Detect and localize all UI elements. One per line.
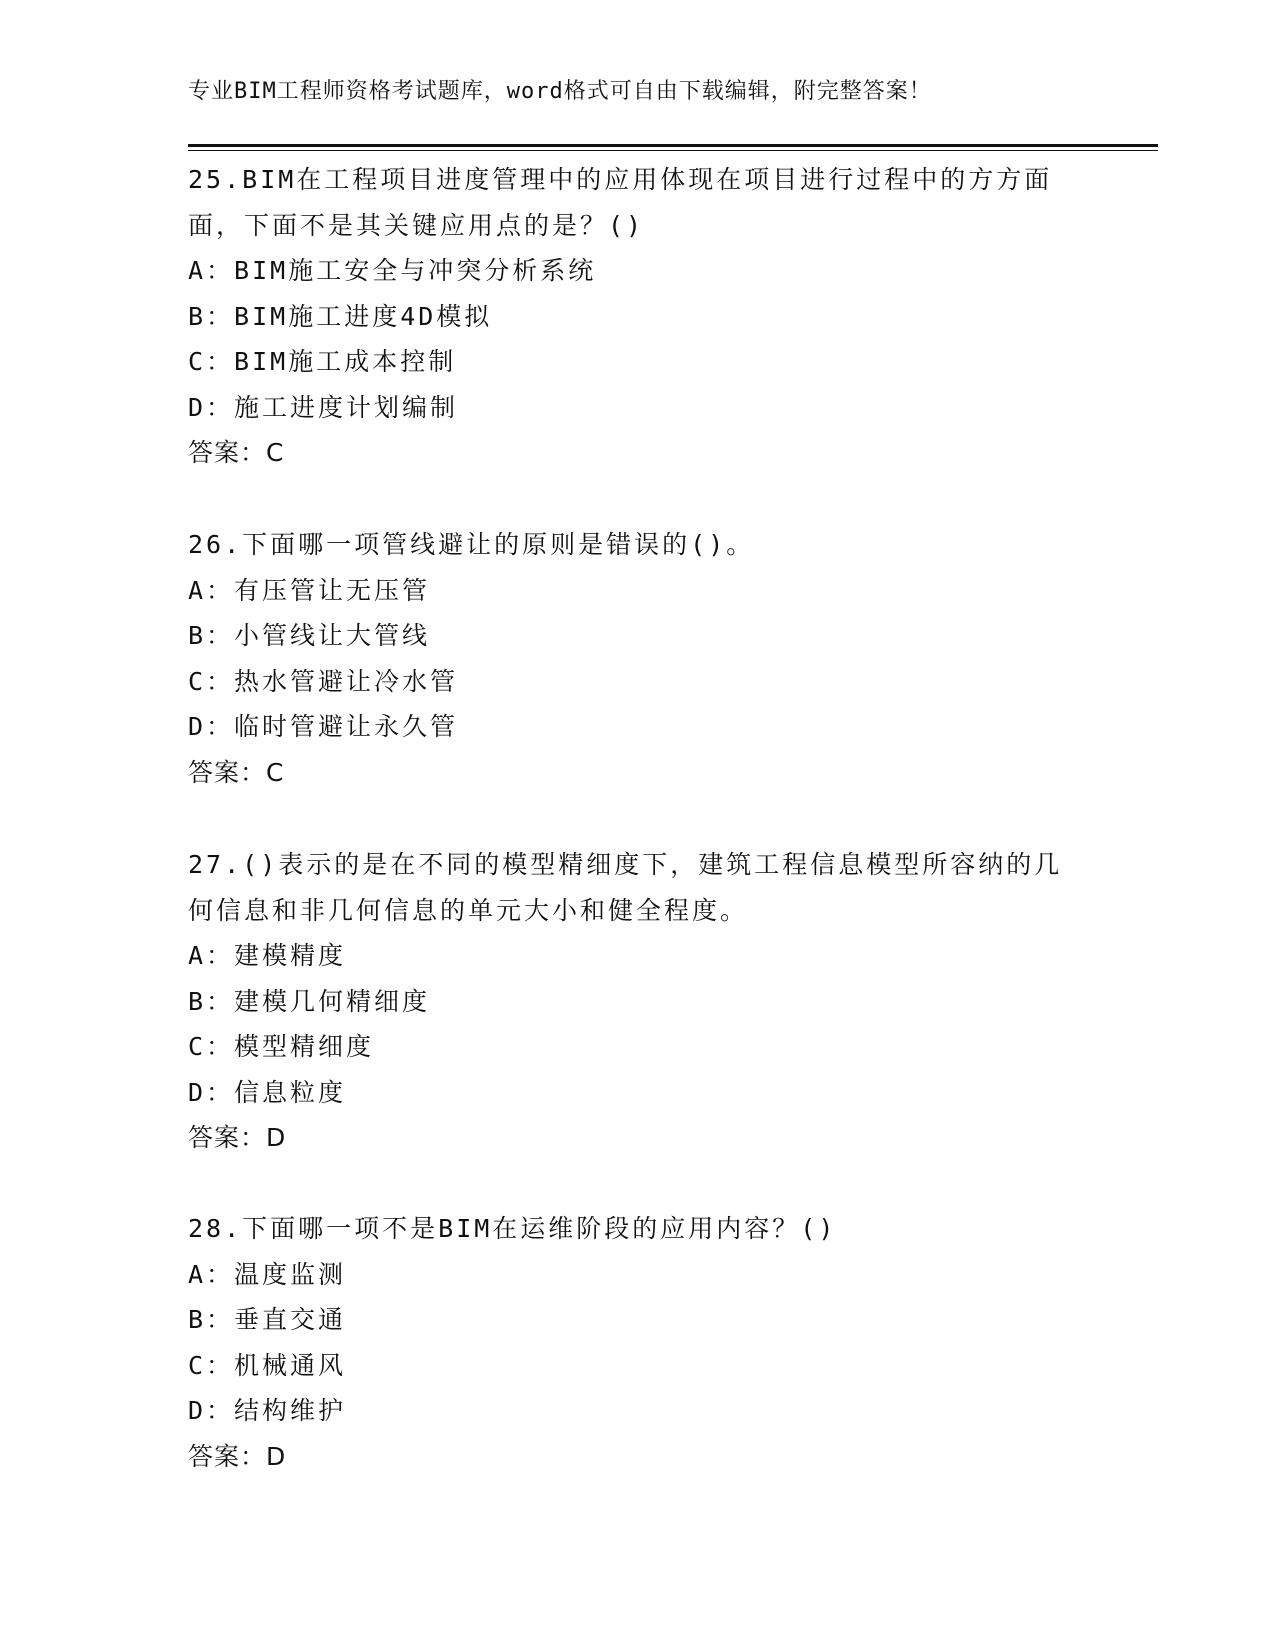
header-divider-thick (188, 144, 1158, 147)
option-b: B：建模几何精细度 (188, 986, 431, 1016)
option-c: C：机械通风 (188, 1350, 347, 1380)
option-a: A：建模精度 (188, 941, 347, 970)
answer-line: 答案：C (188, 438, 285, 467)
option-d: D：临时管避让永久管 (188, 712, 459, 741)
answer-line: 答案：D (188, 1123, 287, 1152)
question-stem-line: 27.()表示的是在不同的模型精细度下，建筑工程信息模型所容纳的几 (188, 850, 1063, 879)
option-d: D：信息粒度 (188, 1077, 347, 1107)
question-28 (188, 1206, 1088, 1479)
question-27 (188, 842, 1088, 1161)
option-b: B：垂直交通 (188, 1305, 347, 1334)
option-d: D：结构维护 (188, 1396, 347, 1425)
option-d: D：施工进度计划编制 (188, 392, 459, 422)
header-divider-thin (188, 150, 1158, 151)
question-stem-line: 何信息和非几何信息的单元大小和健全程度。 (188, 895, 749, 925)
option-b: B：小管线让大管线 (188, 621, 431, 650)
option-c: C：热水管避让冷水管 (188, 666, 459, 696)
question-25 (188, 157, 1088, 476)
option-a: A：有压管让无压管 (188, 575, 431, 605)
page-header: 专业BIM工程师资格考试题库，word格式可自由下载编辑，附完整答案！ (188, 79, 932, 104)
answer-line: 答案：C (188, 757, 285, 787)
option-a: A：温度监测 (188, 1259, 347, 1289)
question-stem-line: 26.下面哪一项管线避让的原则是错误的()。 (188, 530, 755, 559)
question-stem-line: 25.BIM在工程项目进度管理中的应用体现在项目进行过程中的方方面 (188, 165, 1053, 194)
option-a: A：BIM施工安全与冲突分析系统 (188, 256, 597, 285)
question-26 (188, 522, 1088, 795)
question-stem-line: 28.下面哪一项不是BIM在运维阶段的应用内容？() (188, 1214, 837, 1243)
option-c: C：BIM施工成本控制 (188, 347, 457, 376)
option-b: B：BIM施工进度4D模拟 (188, 301, 493, 331)
answer-line: 答案：D (188, 1441, 287, 1471)
option-c: C：模型精细度 (188, 1032, 375, 1061)
question-stem-line: 面，下面不是其关键应用点的是？() (188, 210, 645, 240)
